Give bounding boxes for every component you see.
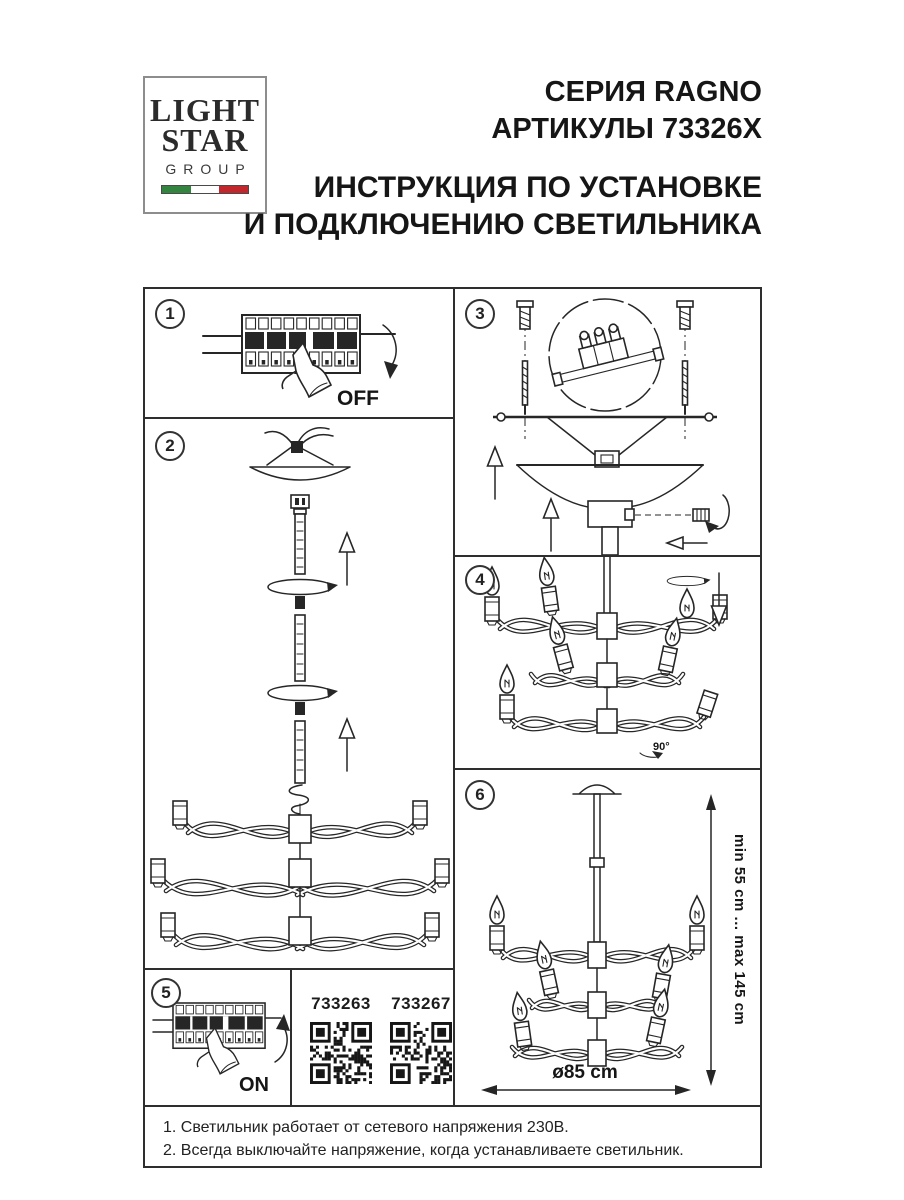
step-2-panel: [145, 419, 453, 968]
rotate-arrow: [667, 576, 710, 585]
instruction-title-line1: ИНСТРУКЦИЯ ПО УСТАНОВКЕ: [313, 171, 762, 204]
ceiling-mount-drawing: [455, 289, 760, 555]
push-up-arrow: [340, 719, 355, 771]
step-6-panel: [455, 770, 760, 1105]
step-number: 6: [475, 785, 485, 804]
logo-star: STAR: [161, 121, 249, 158]
qr-code: [390, 1022, 452, 1084]
lamp-socket: [413, 801, 427, 829]
candle-bulb: [690, 896, 704, 954]
ceiling-canopy: [250, 467, 350, 480]
rotate-coupling: [268, 580, 338, 595]
article-number: 733267: [391, 994, 451, 1013]
logo-group: GROUP: [165, 160, 252, 177]
rotate-coupling: [268, 686, 338, 701]
step-5-panel: [145, 970, 290, 1105]
step-1-panel: [145, 289, 453, 417]
qr-panel: [292, 970, 453, 1105]
mounting-screw: [683, 361, 688, 414]
breaker-off-drawing: [145, 289, 453, 417]
lamp-socket: [435, 859, 449, 887]
step-5-badge: [151, 978, 181, 1008]
terminal-block: [544, 314, 664, 386]
lamp-socket: [151, 859, 165, 887]
bulb-install-drawing: [455, 557, 760, 768]
push-up-arrow: [340, 533, 355, 585]
step-number: 4: [475, 570, 485, 589]
set-screw: [693, 509, 709, 521]
lamp-socket: [425, 913, 439, 941]
qr-column: [308, 994, 374, 1089]
step-3-panel: [455, 289, 760, 555]
stem-rod: [594, 794, 600, 942]
on-label: ON: [239, 1074, 269, 1096]
lamp-socket: [696, 690, 718, 721]
diameter-dimension-label: ø85 cm: [552, 1062, 618, 1083]
note-line-1: 1. Светильник работает от сетевого напряжения 230В.: [163, 1119, 569, 1136]
qr-column: [388, 994, 453, 1089]
rod-assembly-drawing: [145, 419, 453, 968]
wall-anchor: [677, 301, 693, 329]
candle-bulb: [646, 988, 672, 1048]
lamp-socket: [173, 801, 187, 829]
step-2-badge: [155, 431, 185, 461]
qr-code: [310, 1022, 372, 1084]
lamp-socket: [161, 913, 175, 941]
logo-light: LIGHT: [150, 92, 260, 129]
instruction-title-line2: И ПОДКЛЮЧЕНИЮ СВЕТИЛЬНИКА: [243, 208, 762, 241]
header-titles: [244, 74, 762, 243]
note-line-2: 2. Всегда выключайте напряжение, когда устанавливаете светильник.: [163, 1142, 684, 1160]
safety-hook: [289, 785, 308, 814]
step-number: 2: [165, 436, 175, 455]
step-4-panel: [455, 557, 760, 768]
hanging-rod: [604, 557, 610, 615]
loose-bulb: [680, 589, 694, 618]
step-4-badge: [465, 565, 495, 595]
ceiling-cup: [573, 785, 621, 794]
height-dimension-label: min 55 cm ... max 145 cm: [731, 834, 748, 1026]
curve-arrow-down: [383, 325, 396, 365]
italian-flag-icon: [161, 185, 249, 194]
steps-grid: [143, 287, 762, 1168]
step-number: 1: [165, 304, 175, 323]
candle-bulb: [500, 665, 514, 723]
final-chandelier-drawing: [455, 770, 760, 1105]
wall-anchor: [517, 301, 533, 329]
mounting-screw: [523, 361, 528, 414]
step-3-badge: [465, 299, 495, 329]
safety-notes: [145, 1107, 760, 1166]
candle-bulb: [534, 940, 560, 1000]
articles-title: АРТИКУЛЫ 73326X: [491, 113, 762, 145]
angle-90-label: 90°: [653, 741, 670, 753]
step-1-badge: [155, 299, 185, 329]
step-number: 3: [475, 304, 485, 323]
push-up-arrow: [488, 447, 503, 499]
series-title: СЕРИЯ RAGNO: [544, 76, 762, 108]
candle-bulb: [490, 896, 504, 954]
insert-arrow: [667, 537, 683, 549]
off-label: OFF: [337, 387, 379, 410]
article-number: 733263: [311, 994, 371, 1013]
step-number: 5: [161, 983, 171, 1002]
rotate-arrow: [713, 495, 729, 529]
step-6-badge: [465, 780, 495, 810]
candle-bulb: [537, 557, 559, 616]
curve-arrow-up: [275, 1026, 287, 1062]
push-up-arrow: [544, 499, 559, 551]
